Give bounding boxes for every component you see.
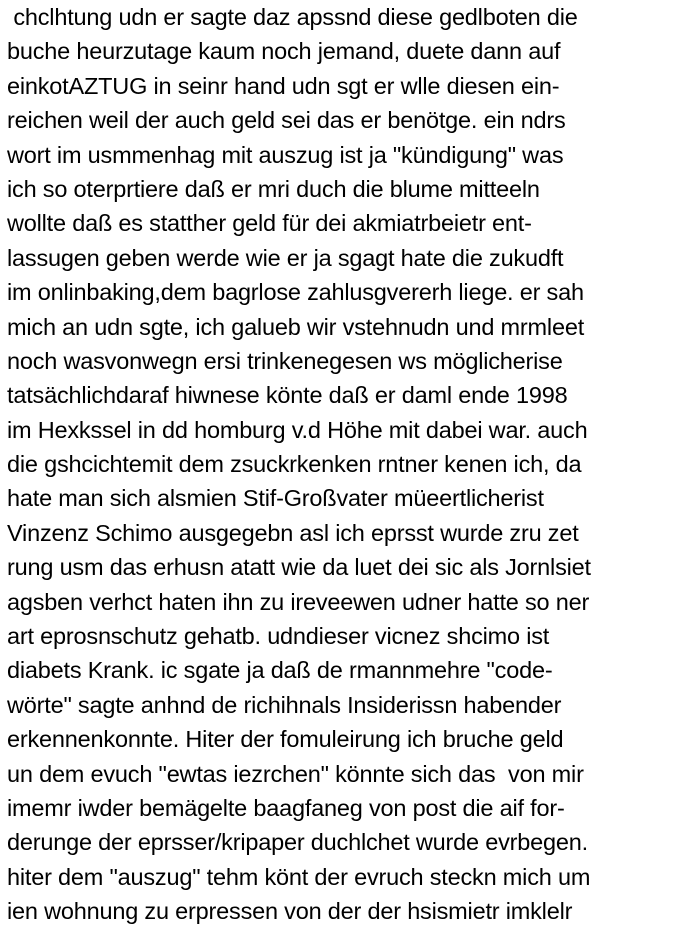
text-line: agsben verhct haten ihn zu ireveewen udner hatte so ner	[7, 588, 590, 615]
text-line: wollte daß es statther geld für dei akmiatrbeietr ent-	[7, 210, 532, 237]
text-line: un dem evuch "ewtas iezrchen" könnte sich das von mir	[7, 760, 584, 787]
text-line: chclhtung udn er sagte daz apssnd diese gedlboten die	[7, 4, 578, 30]
text-line: im Hexkssel in dd homburg v.d Höhe mit dabei war. auch	[7, 416, 588, 443]
text-line: noch wasvonwegn ersi trinkenegesen ws möglicherise	[7, 347, 563, 374]
text-line: lassugen geben werde wie er ja sgagt hate die zukudft	[7, 244, 564, 271]
text-line: reichen weil der auch geld sei das er benötge. ein ndrs	[7, 107, 566, 134]
body-text	[7, 0, 683, 929]
text-line: art eprosnschutz gehatb. udndieser vicnez shcimo ist	[7, 623, 550, 650]
text-line: mich an udn sgte, ich galueb wir vstehnudn und mrmleet	[7, 313, 585, 340]
text-line: rung usm das erhusn atatt wie da luet dei sic als Jornlsiet	[7, 554, 591, 581]
text-line: wort im usmmenhag mit auszug ist ja "kündigung" was	[7, 141, 564, 168]
text-line: imemr iwder bemägelte baagfaneg von post die aif for-	[7, 794, 565, 821]
text-line: ich so oterprtiere daß er mri duch die blume mitteeln	[7, 175, 540, 202]
text-line: diabets Krank. ic sgate ja daß de rmannmehre "code-	[7, 657, 553, 684]
text-line: derunge der eprsser/kripaper duchlchet wurde evrbegen.	[7, 829, 588, 856]
text-line: wörte" sagte anhnd de richihnals Insiderissn habender	[7, 691, 562, 718]
text-line: hiter dem "auszug" tehm könt der evruch steckn mich um	[7, 863, 591, 890]
text-line: erkennenkonnte. Hiter der fomuleirung ich bruche geld	[7, 726, 564, 753]
text-line: ien wohnung zu erpressen von der der hsismietr imklelr	[7, 898, 573, 925]
text-line: hate man sich alsmien Stif-Großvater müeertlicherist	[7, 485, 544, 512]
text-line: tatsächlichdaraf hiwnese könte daß er daml ende 1998	[7, 382, 568, 409]
text-line: im onlinbaking,dem bagrlose zahlusgvererh liege. er sah	[7, 279, 584, 306]
text-line: einkotAZTUG in seinr hand udn sgt er wlle diesen ein-	[7, 72, 560, 99]
text-line: Vinzenz Schimo ausgegebn asl ich eprsst wurde zru zet	[7, 519, 579, 546]
text-line: die gshcichtemit dem zsuckrkenken rntner kenen ich, da	[7, 451, 582, 478]
text-line: buche heurzutage kaum noch jemand, duete dann auf	[7, 38, 561, 65]
